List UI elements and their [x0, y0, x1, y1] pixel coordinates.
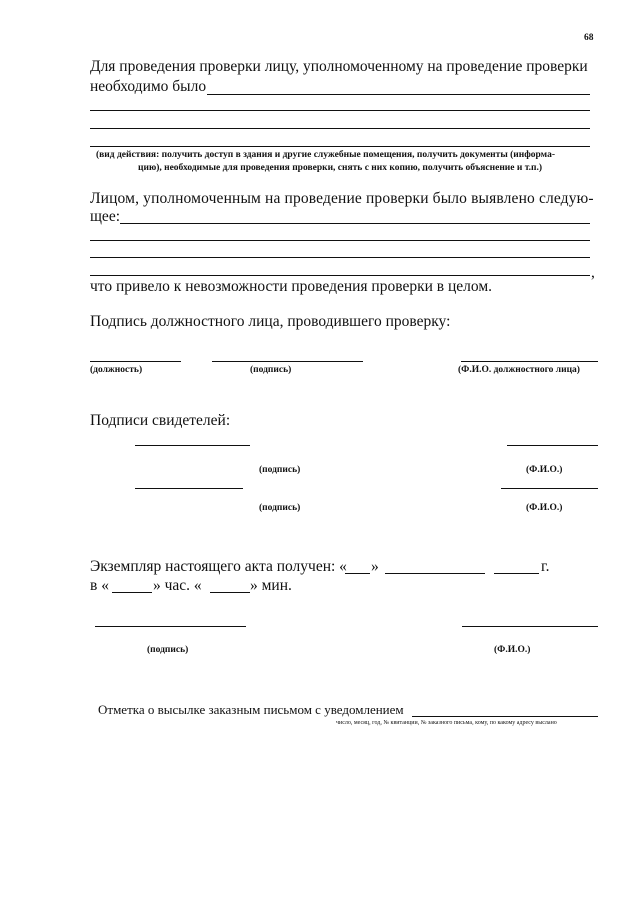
section1-note-line2: цию), необходимые для проведения проверки, снять с них копию, получить объяснение и т.п.): [138, 163, 543, 173]
receipt-line1-start: Экземпляр настоящего акта получен: «: [90, 558, 347, 575]
receipt-line2-start: в «: [90, 577, 109, 594]
receipt-minute-suffix: » мин.: [250, 577, 292, 594]
witness1-fio-label: (Ф.И.О.): [526, 465, 563, 475]
official-signature-heading: Подпись должностного лица, проводившего проверку:: [90, 313, 451, 330]
section1-note-line1: (вид действия: получить доступ в здания и другие служебные помещения, получить документы (информа-: [96, 150, 556, 160]
receipt-fio-line[interactable]: [462, 626, 598, 627]
section2-fill-line-2[interactable]: [90, 240, 590, 241]
witnesses-heading: Подписи свидетелей:: [90, 412, 231, 429]
receipt-day-close-quote: »: [371, 558, 379, 575]
official-position-label: (должность): [90, 365, 143, 375]
receipt-signature-line[interactable]: [95, 626, 246, 627]
witness1-fio-line[interactable]: [507, 445, 598, 446]
section1-fill-line-2[interactable]: [90, 110, 590, 111]
receipt-fio-label: (Ф.И.О.): [494, 645, 531, 655]
section2-text-line2: щее:: [90, 208, 121, 225]
section1-fill-line-3[interactable]: [90, 128, 590, 129]
official-signature-line[interactable]: [212, 361, 363, 362]
witness2-fio-label: (Ф.И.О.): [526, 503, 563, 513]
section2-fill-line-3[interactable]: [90, 257, 590, 258]
section2-text-line1: Лицом, уполномоченным на проведение проверки было выявлено следую-: [90, 190, 594, 207]
witness1-signature-line[interactable]: [135, 445, 250, 446]
receipt-hour-field[interactable]: [112, 592, 152, 593]
section2-fill-line-4[interactable]: [90, 275, 590, 276]
official-fio-label: (Ф.И.О. должностного лица): [458, 365, 580, 375]
witness2-fio-line[interactable]: [501, 488, 598, 489]
section2-comma: ,: [591, 264, 595, 281]
section2-fill-line-1[interactable]: [120, 223, 590, 224]
receipt-month-field[interactable]: [385, 573, 485, 574]
receipt-day-field[interactable]: [345, 573, 370, 574]
receipt-signature-label: (подпись): [147, 645, 189, 655]
section2-text-line3: что привело к невозможности проведения проверки в целом.: [90, 278, 493, 295]
mailing-note-text: Отметка о высылке заказным письмом с уведомлением: [98, 702, 404, 717]
witness1-signature-label: (подпись): [259, 465, 301, 475]
receipt-year-suffix: г.: [541, 558, 550, 575]
witness2-signature-label: (подпись): [259, 503, 301, 513]
section1-fill-line-1[interactable]: [207, 94, 590, 95]
page-number: 68: [584, 33, 594, 43]
witness2-signature-line[interactable]: [135, 488, 243, 489]
receipt-hour-suffix: » час. «: [153, 577, 202, 594]
mailing-note-field[interactable]: [412, 716, 598, 717]
official-fio-line[interactable]: [461, 361, 598, 362]
section1-text-line2: необходимо было: [90, 78, 207, 95]
mailing-note-caption: число, месяц, год, № квитанции, № заказного письма, кому, по какому адресу выслано: [336, 720, 557, 726]
official-position-line[interactable]: [90, 361, 181, 362]
section1-fill-line-4[interactable]: [90, 146, 590, 147]
section1-text-line1: Для проведения проверки лицу, уполномоченному на проведение проверки: [90, 58, 588, 75]
official-signature-label: (подпись): [250, 365, 292, 375]
receipt-minute-field[interactable]: [210, 592, 250, 593]
receipt-year-field[interactable]: [494, 573, 539, 574]
